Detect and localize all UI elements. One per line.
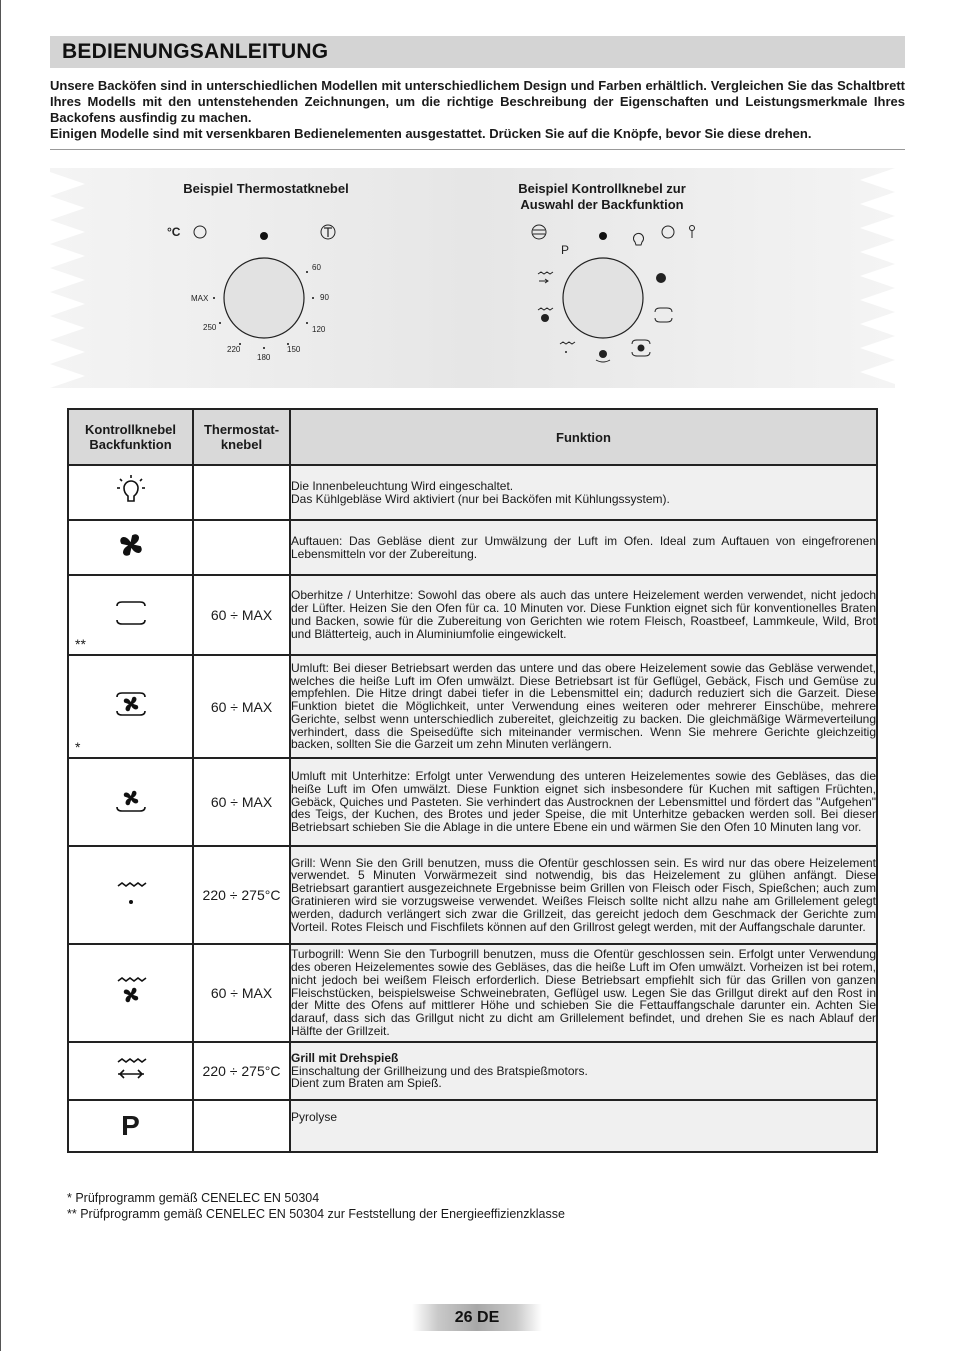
temp-cell	[193, 1100, 290, 1152]
tick-150: 150	[287, 345, 301, 354]
desc-cell: Umluft mit Unterhitze: Erfolgt unter Verwendung des unteren Heizelementes sowie des Gebläses, das die heiße Luft im Ofen umwälzt. Diese Funktion eignet sich insbesondere für Kuchen mit saftigen Früchten, Gebäck, Quiches und Pasteten. Sie verhindert das Austrocknen der Lebensmittel und fördert das "Aufgehen" des Teigs, der Kuchen, des Brotes und jeder Speise, die mit Unterhitze gebacken werden soll. Bei dieser Betriebsart schieben Sie die Ablage in die untere Ebene ein und wärmen Sie den Ofen 10 Minuten lang vor.	[290, 758, 877, 846]
knob-panel-graphic	[50, 168, 895, 388]
desc-cell	[290, 465, 877, 520]
desc-title: Grill mit Drehspieß	[291, 1050, 399, 1065]
fan-bottom-icon	[114, 785, 148, 815]
knob-panel	[50, 168, 895, 388]
temp-cell: 60 ÷ MAX	[193, 655, 290, 758]
header-thermostat-line1: Thermostat-	[203, 422, 280, 437]
icon-cell	[68, 758, 193, 846]
icon-cell	[68, 846, 193, 944]
temp-cell: 60 ÷ MAX	[193, 758, 290, 846]
header-bar	[50, 36, 905, 68]
desc-cell: Grill: Wenn Sie den Grill benutzen, muss die Ofentür geschlossen sein. Es wird nur das obere Heizelement verwendet. 5 Minuten Vorwärmezeit sind notwendig, bis das Heizelement zu glühen anfängt. Diese Betriebsart garantiert ausgezeichnete Ergebnisse beim Grillen von Fleisch oder Fisch, Spießchen; auch zum Gratinieren wird sie vorzugsweise verwendet. Weißes Fleisch sollte nicht allzu nahe am Grillelement gelegt werden, dadurch verlängert sich zwar die Grillzeit, das gereicht jedoch dem Geschmack der Gerichte zum Vorteil. Rotes Fleisch und Fischfilets können auf den Grillrost gelegt werden, mit der Auffangschale darunter.	[290, 846, 877, 944]
table-header-row	[68, 409, 877, 465]
page-title: BEDIENUNGSANLEITUNG	[62, 40, 329, 63]
intro-paragraph-1: Unsere Backöfen sind in unterschiedlichen Modellen mit unterschiedlichem Design und Farben erhältlich. Vergleichen Sie das Schaltbrett Ihres Modells mit den untenstehenden Zeichnungen, um die richtige Beschreibung der Eigenschaften und Leistungsmerkmale Ihres Backofens ausfindig zu machen.	[50, 78, 905, 125]
tick-90: 90	[320, 293, 329, 302]
table-row	[68, 1100, 877, 1152]
desc-cell	[290, 1100, 877, 1152]
lamp-icon	[114, 473, 148, 507]
desc-text: Pyrolyse	[291, 1110, 338, 1124]
tick-220: 220	[227, 345, 241, 354]
turbogrill-icon	[114, 975, 148, 1007]
pyrolysis-icon: P	[121, 1110, 140, 1141]
desc-cell: Oberhitze / Unterhitze: Sowohl das obere als auch das untere Heizelement werden verwendet, nicht jedoch der Lüfter. Heizen Sie den Ofen für ca. 10 Minuten vor. Diese Funktion eignet sich für konventionelles Braten und Backen, sowie für die Zubereitung von Gerichten wie rotem Fleisch, Roastbeef, Lammkeule, Wild, Brot und Blätterteig, auch in Aluminiumfolie eingewickelt.	[290, 575, 877, 655]
table-row	[68, 758, 877, 846]
temp-cell: 60 ÷ MAX	[193, 575, 290, 655]
table-row	[68, 465, 877, 520]
temp-cell: 60 ÷ MAX	[193, 944, 290, 1042]
temp-cell	[193, 465, 290, 520]
desc-cell: Auftauen: Das Gebläse dient zur Umwälzung der Luft im Ofen. Ideal zum Auftauen von eingefrorenen Lebensmitteln vor der Zubereitung.	[290, 520, 877, 575]
table-row	[68, 846, 877, 944]
fan-top-bottom-icon	[114, 689, 148, 719]
footnotes	[67, 1191, 565, 1222]
desc-text: Einschaltung der Grillheizung und des Bratspießmotors. Dient zum Braten am Spieß.	[291, 1063, 588, 1091]
icon-cell	[68, 520, 193, 575]
temp-cell	[193, 520, 290, 575]
table-row	[68, 1042, 877, 1100]
header-thermostat-line2: knebel	[220, 437, 263, 452]
header-control-knob	[68, 409, 193, 465]
table-row	[68, 944, 877, 1042]
p-position-label: P	[561, 243, 570, 257]
table-row	[68, 575, 877, 655]
page-number: 26 DE	[412, 1304, 542, 1331]
temp-cell: 220 ÷ 275°C	[193, 1042, 290, 1100]
panel-background	[50, 168, 895, 388]
rotisserie-icon	[114, 1054, 148, 1084]
table-row	[68, 520, 877, 575]
icon-cell	[68, 655, 193, 758]
header-control-knob-line2: Backfunktion	[89, 437, 172, 452]
control-knob-label-line2: Auswahl der Backfunktion	[520, 197, 684, 212]
icon-cell	[68, 465, 193, 520]
icon-cell	[68, 1100, 193, 1152]
header-thermostat-knob	[193, 409, 290, 465]
top-bottom-heat-icon	[114, 598, 148, 628]
tick-60: 60	[312, 263, 321, 272]
footnote-2: ** Prüfprogramm gemäß CENELEC EN 50304 zur Feststellung der Energieeffizienzklasse	[67, 1206, 565, 1221]
divider	[50, 149, 905, 150]
icon-cell	[68, 1042, 193, 1100]
page-edge	[0, 0, 1, 1351]
intro-paragraph-2: Einigen Modelle sind mit versenkbaren Bedienelementen ausgestattet. Drücken Sie auf die Knöpfe, bevor Sie diese drehen.	[50, 126, 812, 141]
tick-max: MAX	[191, 294, 209, 303]
fan-icon	[116, 530, 146, 560]
header-function: Funktion	[290, 409, 877, 465]
control-knob-label-line1: Beispiel Kontrollknebel zur	[518, 181, 686, 196]
intro-text	[50, 78, 905, 142]
footnote-marker: *	[75, 739, 81, 755]
tick-120: 120	[312, 325, 326, 334]
tick-180: 180	[257, 353, 271, 362]
temp-cell: 220 ÷ 275°C	[193, 846, 290, 944]
celsius-label: °C	[167, 225, 181, 239]
footnote-marker: **	[75, 636, 86, 652]
desc-cell	[290, 1042, 877, 1100]
header-control-knob-line1: Kontrollknebel	[84, 422, 176, 437]
tick-250: 250	[203, 323, 217, 332]
icon-cell	[68, 575, 193, 655]
icon-cell	[68, 944, 193, 1042]
control-knob-label	[482, 181, 722, 213]
desc-cell: Turbogrill: Wenn Sie den Turbogrill benutzen, muss die Ofentür geschlossen sein. Erfolgt unter Verwendung des oberen Heizelementes sowie des Gebläses, das die heiße Luft im Ofen umwälzt. Vorheizen ist bei rotem, nicht jedoch bei weißem Fleisch erforderlich. Diese Betriebsart empfiehlt sich für das Grillen von ganzen Fleischstücken, beispielsweise Schweinebraten, Geflügel usw. Legen Sie das Grillgut direkt auf den Rost in der Mitte des Ofens auf mittlerer Höhe und schieben Sie die Fettauffangschale darunter ein. Achten Sie darauf, dass sich das Grillgut nicht zu dicht am Grillelement befindet, und drehen Sie es nach Ablauf der Hälfte der Grillzeit.	[290, 944, 877, 1042]
thermostat-knob-label: Beispiel Thermostatknebel	[183, 181, 349, 196]
function-table	[67, 408, 878, 1153]
desc-text: Die Innenbeleuchtung Wird eingeschaltet. Das Kühlgebläse Wird aktiviert (nur bei Backöfen mit Kühlungssystem).	[291, 478, 670, 506]
grill-icon	[114, 878, 148, 908]
desc-cell: Umluft: Bei dieser Betriebsart werden das untere und das obere Heizelement sowie das Gebläse verwendet, welches die heiße Luft im Ofen umwälzt. Diese Betriebsart ist für Geflügel, Gebäck, Fisch und Gemüse zu empfehlen. Die Hitze dringt dabei tiefer in die Lebensmittel ein; dadurch reduziert sich die Garzeit. Diese Funktion bietet die Möglichkeit, unter Verwendung eines weiteren oder mehrerer Einschübe, mehrere Gerichte, selbst wenn unterschiedlich zubereitet, gleichzeitig zu backen. Die gleichmäßige Wärmeverteilung verhindert, dass die Speisedüfte sich miteinander vermischen. Wenn Sie mehrere Gerichte gleichzeitig backen, sollten Sie die Garzeit um zehn Minuten verlängern.	[290, 655, 877, 758]
footnote-1: * Prüfprogramm gemäß CENELEC EN 50304	[67, 1191, 320, 1205]
table-row	[68, 655, 877, 758]
